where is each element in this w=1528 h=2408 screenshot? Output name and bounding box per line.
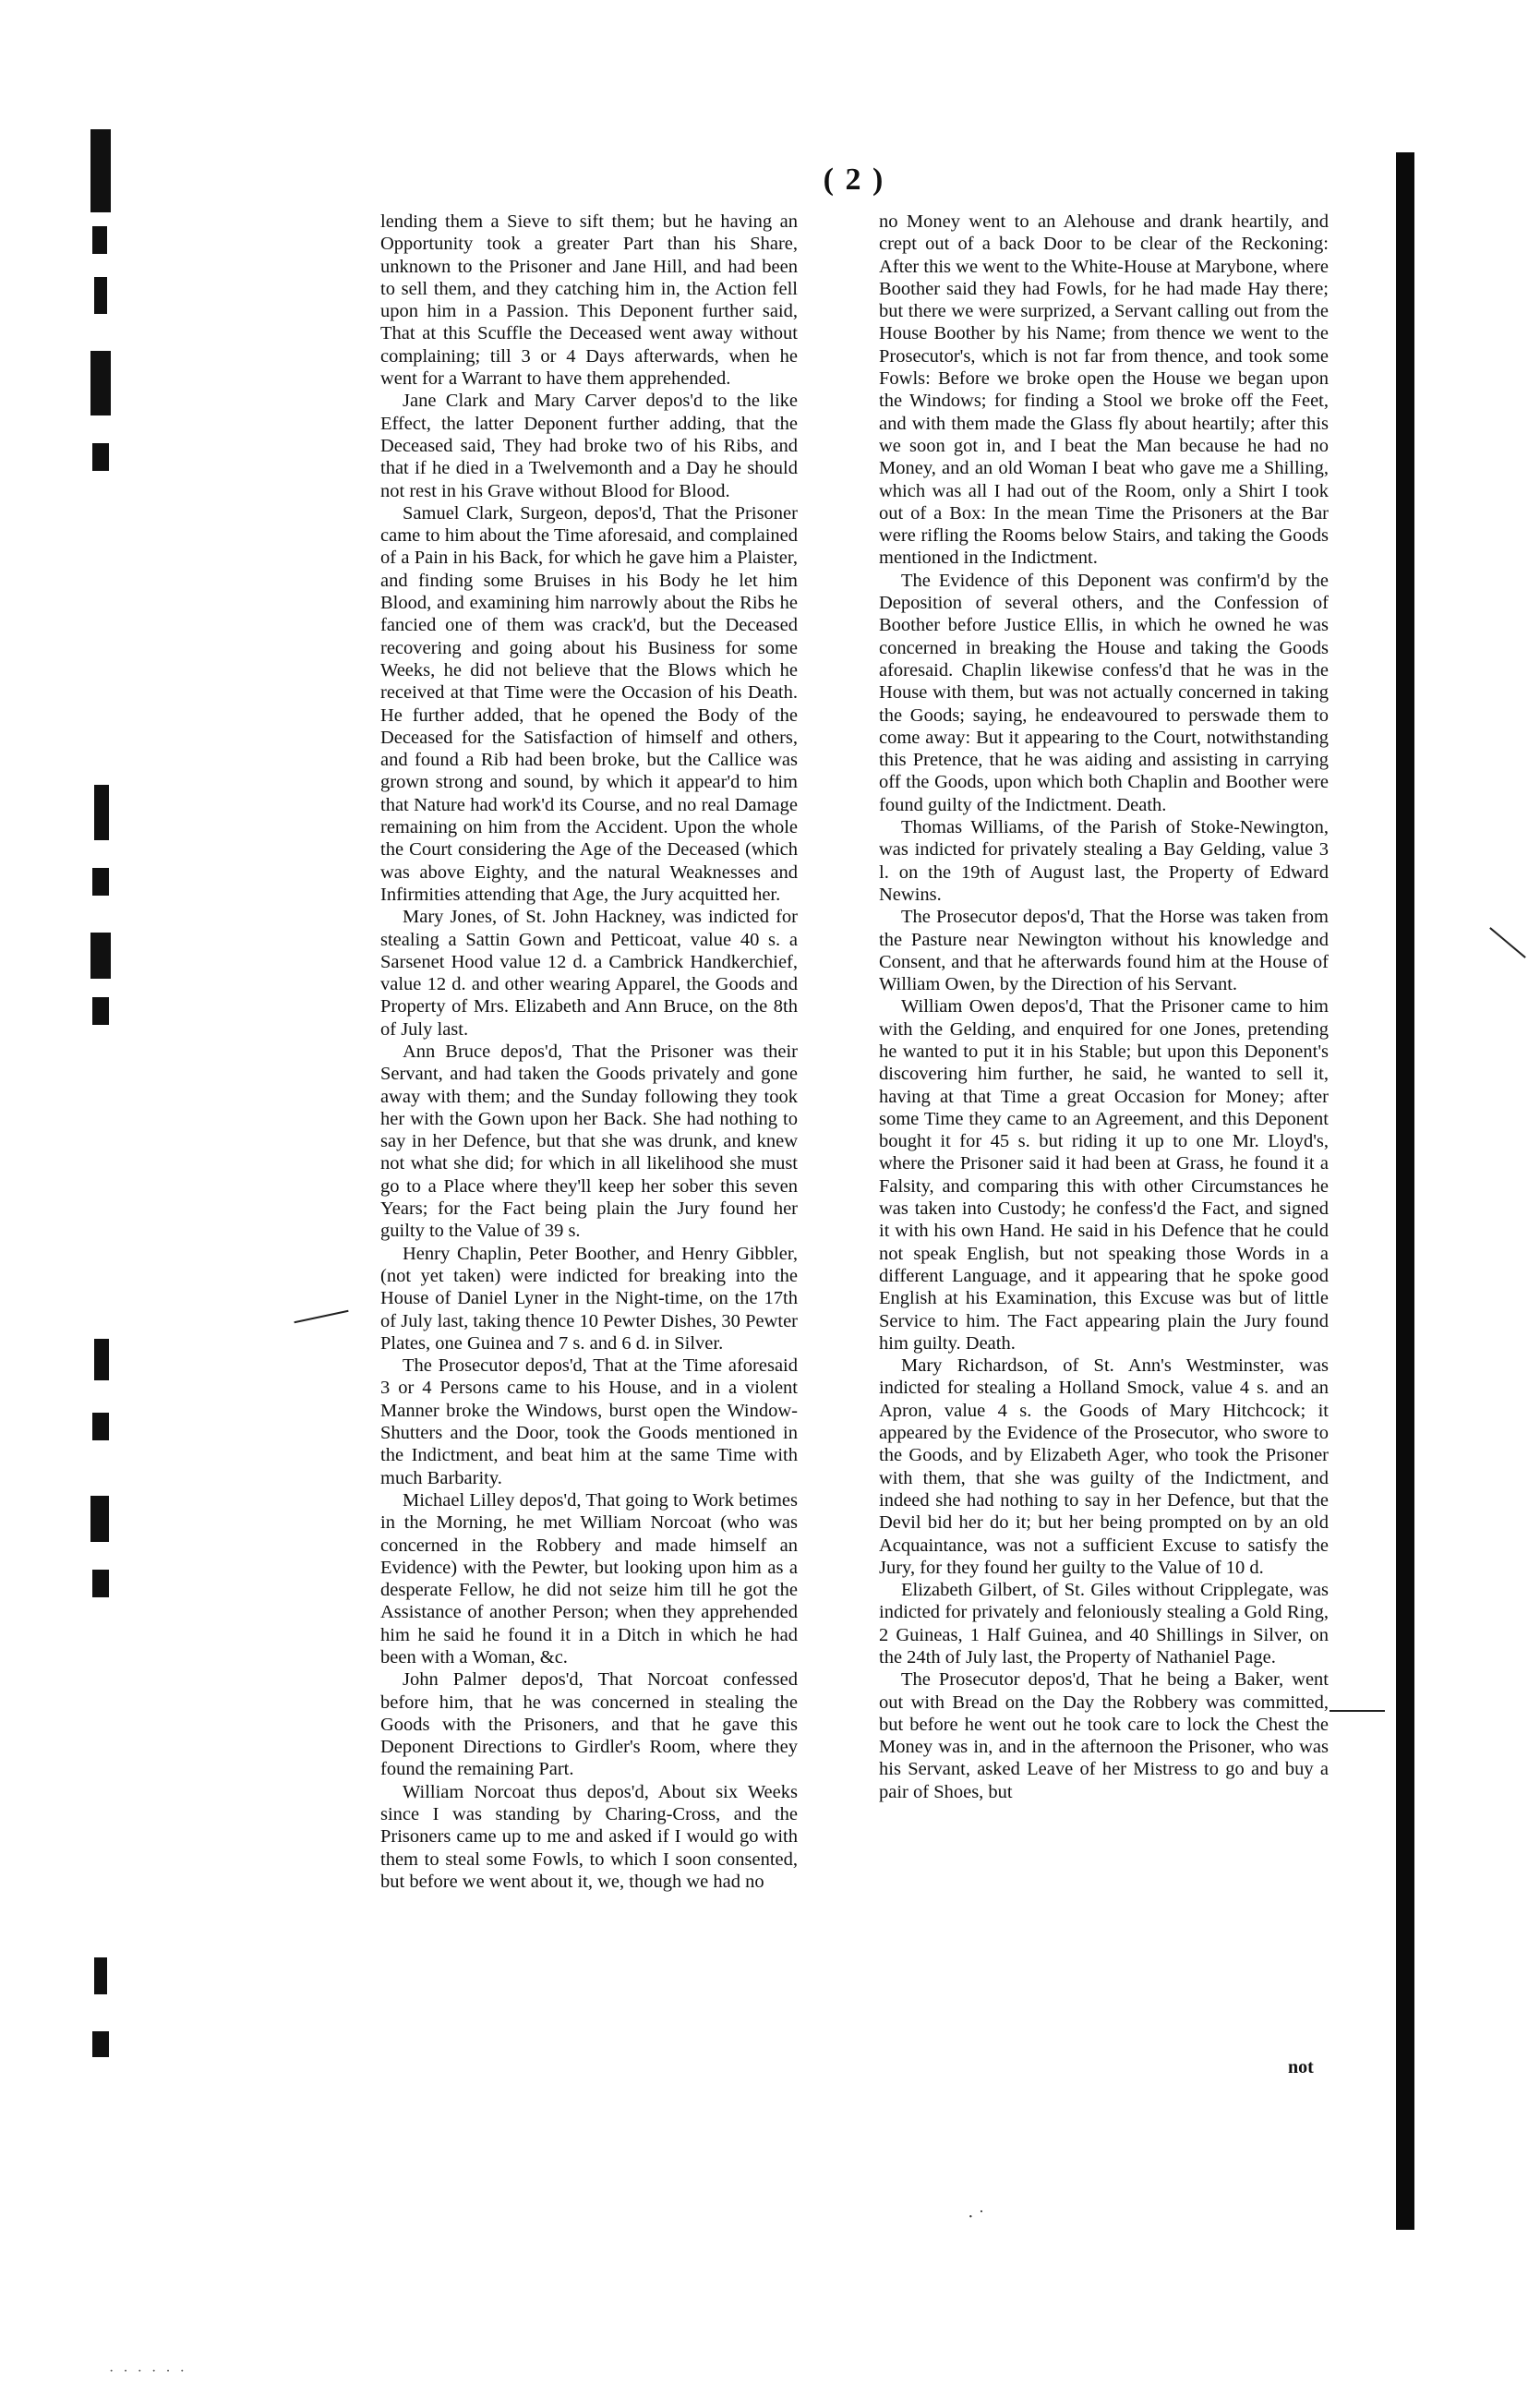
binding-mark <box>92 2031 109 2057</box>
paragraph: Samuel Clark, Surgeon, depos'd, That the Prisoner came to him about the Time aforesaid, and complained of a Pain in his Back, for which he gave him a Plaister, and finding some Bruises in his Body he let him Blood, and examining him narrowly about the Ribs he fancied one of them was crack'd, but the Deceased recovering and going about his Business for some Weeks, he did not believe that the Blows which he received at that Time were the Occasion of his Death. He further added, that he opened the Body of the Deceased for the Satisfaction of himself and others, and found a Rib had been broke, but the Callice was grown strong and sound, by which it appear'd to him that Nature had work'd its Course, and no real Damage remaining on him from the Accident. Upon the whole the Court considering the Age of the Deceased (which was above Eighty, and the natural Weaknesses and Infirmities attending that Age, the Jury acquitted her. <box>380 502 798 905</box>
right-column <box>879 211 1329 1803</box>
paragraph: lending them a Sieve to sift them; but he having an Opportunity took a greater Part than his Share, unknown to the Prisoner and Jane Hill, and had been to sell them, and they catching him in, the Action fell upon him in a Passion. This Deponent further said, That at this Scuffle the Deceased went away without complaining; till 3 or 4 Days afterwards, when he went for a Warrant to have them apprehended. <box>380 211 798 390</box>
paragraph: William Owen depos'd, That the Prisoner came to him with the Gelding, and enquired for one Jones, pretending he wanted to put it in his Stable; but upon this Deponent's discovering him further, he said, he wanted to sell it, having at that Time a great Occasion for Money; after some Time they came to an Agreement, and this Deponent bought it for 45 s. but riding it up to one Mr. Lloyd's, where the Prisoner said it had been at Grass, he found it a Falsity, and comparing this with other Circumstances he was taken into Custody; he confess'd the Fact, and signed it with his own Hand. He said in his Defence that he could not speak English, but not speaking those Words in a different Language, and it appearing that he spoke good English at his Examination, this Excuse was but of little Service to him. The Fact appearing plain the Jury found him guilty. Death. <box>879 996 1329 1354</box>
binding-mark <box>94 1957 107 1994</box>
binding-mark <box>92 1413 109 1440</box>
paragraph: Elizabeth Gilbert, of St. Giles without Cripplegate, was indicted for privately and feloniously stealing a Gold Ring, 2 Guineas, 1 Half Guinea, and 40 Shillings in Silver, on the 24th of July last, the Property of Nathaniel Page. <box>879 1580 1329 1668</box>
footer-mark: · ˙ <box>968 2207 985 2227</box>
margin-stroke <box>294 1310 348 1323</box>
binding-mark <box>90 933 111 979</box>
margin-stroke <box>1329 1710 1385 1712</box>
paragraph: John Palmer depos'd, That Norcoat confessed before him, that he was concerned in stealing the Goods with the Prisoners, and that he gave this Deponent Directions to Girdler's Room, where they found the remaining Part. <box>380 1669 798 1780</box>
scan-right-border <box>1396 152 1414 2230</box>
scan-left-edge <box>0 0 185 2408</box>
binding-mark <box>92 226 107 254</box>
paragraph: Thomas Williams, of the Parish of Stoke-Newington, was indicted for privately stealing a Bay Gelding, value 3 l. on the 19th of August last, the Property of Edward Newins. <box>879 817 1329 905</box>
binding-mark <box>92 997 109 1025</box>
binding-mark <box>94 785 109 840</box>
margin-stroke <box>1489 927 1526 958</box>
paragraph: Michael Lilley depos'd, That going to Work betimes in the Morning, he met William Norcoat (who was concerned in the Robbery and made himself an Evidence) with the Pewter, but looking upon him as a desperate Fellow, he did not seize him till he got the Assistance of another Person; when they apprehended him he said he found it in a Ditch in which he had been with a Woman, &c. <box>380 1489 798 1668</box>
paragraph: The Prosecutor depos'd, That the Horse was taken from the Pasture near Newington without his knowledge and Consent, and that he afterwards found him at the House of William Owen, by the Direction of his Servant. <box>879 907 1329 995</box>
paragraph: Henry Chaplin, Peter Boother, and Henry Gibbler, (not yet taken) were indicted for breaking into the House of Daniel Lyner in the Night-time, on the 17th of July last, taking thence 10 Pewter Dishes, 30 Pewter Plates, one Guinea and 7 s. and 6 d. in Silver. <box>380 1243 798 1354</box>
bottom-mark: · · · · · · <box>109 2364 187 2379</box>
binding-mark <box>90 129 111 212</box>
paragraph: no Money went to an Alehouse and drank heartily, and crept out of a back Door to be clear of the Reckoning: After this we went to the White-House at Marybone, where Boother said they had Fowls, for he had made Hay there; but there we were surprized, a Servant calling out from the House Boother by his Name; from thence we went to the Prosecutor's, which is not far from thence, and took some Fowls: Before we broke open the House we began upon the Windows; for finding a Stool we broke off the Feet, and with them made the Glass fly about heartily; after this we soon got in, and I beat the Man because he had no Money, and an old Woman I beat who gave me a Shilling, which was all I had out of the Room, only a Shirt I took out of a Box: In the mean Time the Prisoners at the Bar were rifling the Rooms below Stairs, and taking the Goods mentioned in the Indictment. <box>879 211 1329 569</box>
paragraph: The Prosecutor depos'd, That he being a Baker, went out with Bread on the Day the Robbery was committed, but before he went out he took care to lock the Chest the Money was in, and in the afternoon the Prisoner, who was his Servant, asked Leave of her Mistress to go and buy a pair of Shoes, but <box>879 1669 1329 1802</box>
binding-mark <box>92 868 109 896</box>
paragraph: Mary Richardson, of St. Ann's Westminster, was indicted for stealing a Holland Smock, value 4 s. and an Apron, value 4 s. the Goods of Mary Hitchcock; it appeared by the Evidence of the Prosecutor, who swore to the Goods, and by Elizabeth Ager, who took the Prisoner with them, that she was guilty of the Indictment, and indeed she had nothing to say in her Defence, but that the Devil bid her do it; but her being prompted on by an old Acquaintance, was not a sufficient Excuse to satisfy the Jury, for they found her guilty to the Value of 10 d. <box>879 1355 1329 1578</box>
binding-mark <box>92 1570 109 1597</box>
binding-mark <box>90 1496 109 1542</box>
paragraph: The Prosecutor depos'd, That at the Time aforesaid 3 or 4 Persons came to his House, and in a violent Manner broke the Windows, burst open the Window-Shutters and the Door, took the Goods mentioned in the Indictment, and beat him at the same Time with much Barbarity. <box>380 1355 798 1488</box>
catchword: not <box>1288 2057 1314 2077</box>
binding-mark <box>92 443 109 471</box>
paragraph: The Evidence of this Deponent was confirm'd by the Deposition of several others, and the Confession of Boother before Justice Ellis, in which he owned he was concerned in breaking the House and taking the Goods aforesaid. Chaplin likewise confess'd that he was in the House with them, but was not actually concerned in taking the Goods; saying, he endeavoured to perswade them to come away: But it appearing to the Court, notwithstanding this Pretence, that he was aiding and assisting in carrying off the Goods, upon which both Chaplin and Boother were found guilty of the Indictment. Death. <box>879 570 1329 815</box>
paragraph: Ann Bruce depos'd, That the Prisoner was their Servant, and had taken the Goods privately and gone away with them; and the Sunday following they took her with the Gown upon her Back. She had nothing to say in her Defence, but that she was drunk, and knew not what she did; for which in all likelihood she must go to a Place where they'll keep her sober this seven Years; for the Fact being plain the Jury found her guilty to the Value of 39 s. <box>380 1041 798 1242</box>
binding-mark <box>94 277 107 314</box>
binding-mark <box>94 1339 109 1380</box>
paragraph: Mary Jones, of St. John Hackney, was indicted for stealing a Sattin Gown and Petticoat, value 40 s. a Sarsenet Hood value 12 d. a Cambrick Handkerchief, value 12 d. and other wearing Apparel, the Goods and Property of Mrs. Elizabeth and Ann Bruce, on the 8th of July last. <box>380 907 798 1040</box>
left-column <box>380 211 798 1893</box>
paragraph: Jane Clark and Mary Carver depos'd to the like Effect, the latter Deponent further adding, that the Deceased said, They had broke two of his Ribs, and that if he died in a Twelvemonth and a Day he should not rest in his Grave without Blood for Blood. <box>380 391 798 501</box>
paragraph: William Norcoat thus depos'd, About six Weeks since I was standing by Charing-Cross, and the Prisoners came up to me and asked if I would go with them to steal some Fowls, to which I soon consented, but before we went about it, we, though we had no <box>380 1781 798 1892</box>
page-number: ( 2 ) <box>823 163 885 197</box>
binding-mark <box>90 351 111 415</box>
